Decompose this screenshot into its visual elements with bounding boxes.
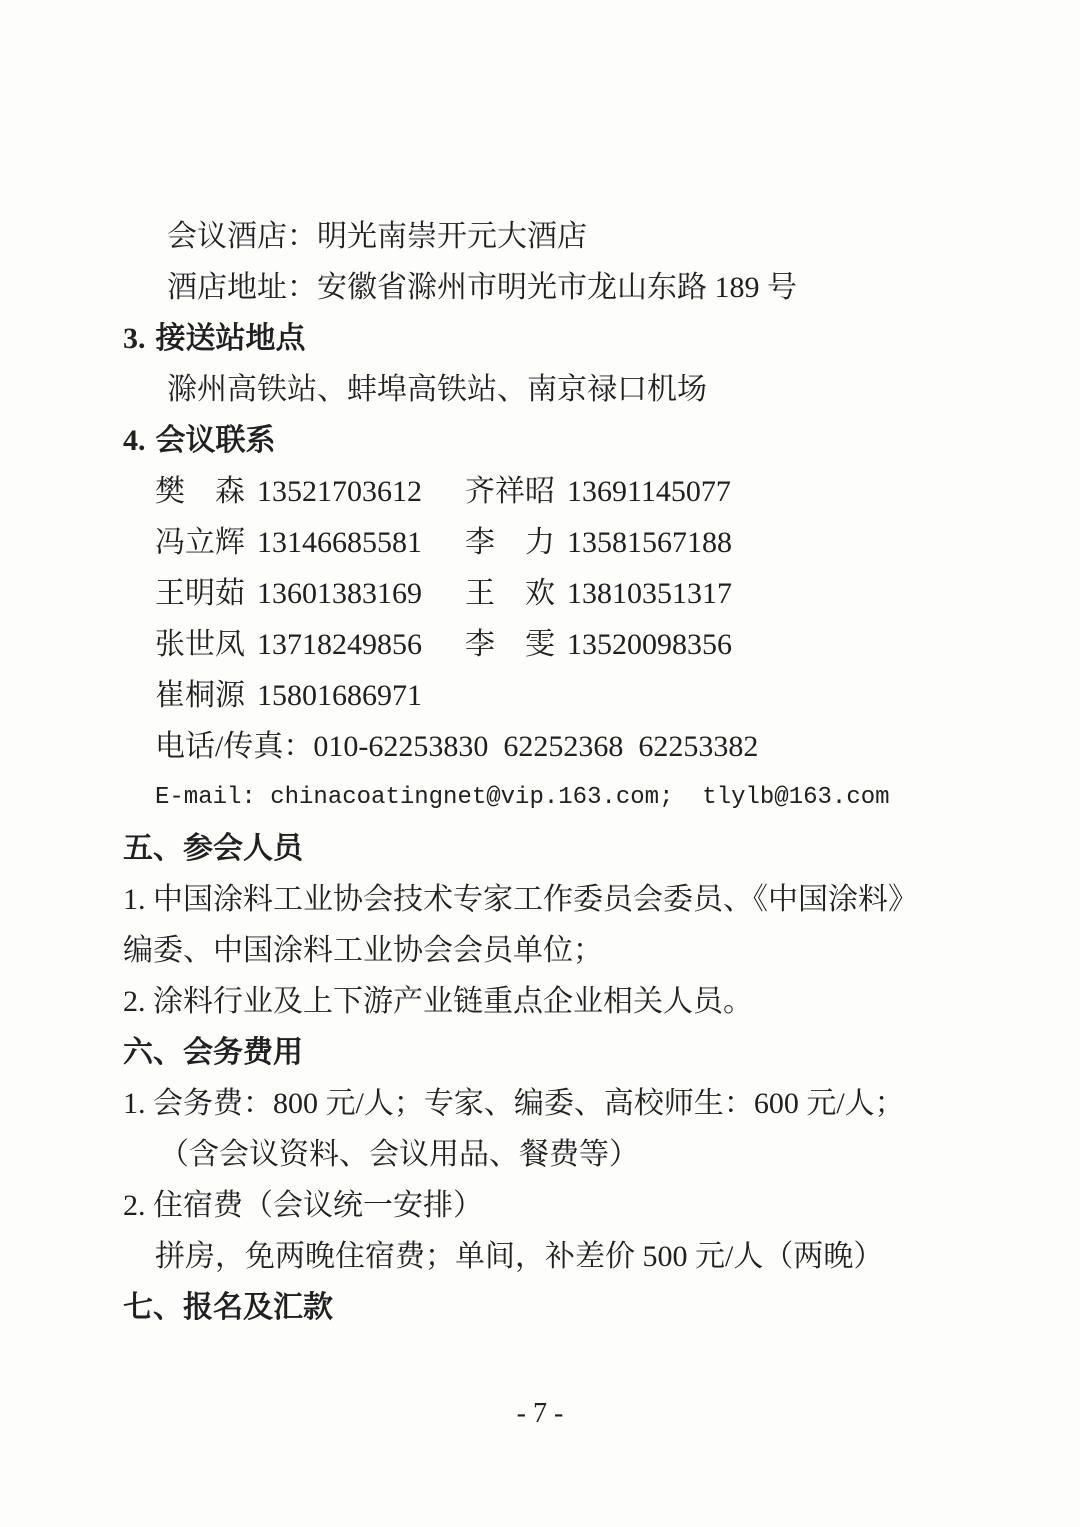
contact-phone: 13601383169 xyxy=(257,577,422,610)
contact-phone: 13810351317 xyxy=(567,577,732,610)
contact-phone: 13581567188 xyxy=(567,526,732,559)
stations-line: 滁州高铁站、蚌埠高铁站、南京禄口机场 xyxy=(167,373,707,406)
address-value: 安徽省滁州市明光市龙山东路 189 号 xyxy=(317,271,797,304)
contact-row xyxy=(123,568,1003,619)
contact-name: 李 雯 xyxy=(465,628,555,661)
contact-name: 王明茹 xyxy=(155,577,245,610)
contact-phone: 13520098356 xyxy=(567,628,732,661)
contact-heading-title: 会议联系 xyxy=(155,424,276,457)
contact-phone: 13718249856 xyxy=(257,628,422,661)
contact-row xyxy=(123,670,1003,721)
contact-name: 张世凤 xyxy=(155,628,245,661)
contact-row xyxy=(123,517,1003,568)
contact-row xyxy=(123,466,1003,517)
email-line: E-mail: chinacoatingnet@vip.163.com; tlylb@163.com xyxy=(155,784,890,811)
contact-phone: 15801686971 xyxy=(257,679,422,712)
contact-name: 齐祥昭 xyxy=(465,475,555,508)
lodging-note-line: 拼房，免两晚住宿费；单间，补差价 500 元/人（两晚） xyxy=(155,1240,884,1273)
fees-heading: 六、会务费用 xyxy=(123,1036,303,1069)
page-number: - 7 - xyxy=(516,1398,564,1429)
contact-heading-number: 4. xyxy=(123,424,146,457)
contact-name: 崔桐源 xyxy=(155,679,245,712)
lodging-item-line: 2. 住宿费（会议统一安排） xyxy=(123,1189,483,1222)
contact-phone: 13146685581 xyxy=(257,526,422,559)
registration-heading: 七、报名及汇款 xyxy=(123,1291,333,1324)
contact-name: 李 力 xyxy=(465,526,555,559)
contact-name: 樊 森 xyxy=(155,475,245,508)
contact-heading xyxy=(123,415,1003,466)
hotel-label: 会议酒店： xyxy=(167,220,317,253)
fee-note-line: （含会议资料、会议用品、餐费等） xyxy=(159,1138,639,1171)
hotel-name: 明光南崇开元大酒店 xyxy=(317,220,587,253)
phone-fax-label: 电话/传真： xyxy=(155,730,314,763)
address-line xyxy=(123,262,1003,313)
pickup-heading-title: 接送站地点 xyxy=(155,322,306,355)
contact-phone: 13691145077 xyxy=(567,475,731,508)
pickup-heading xyxy=(123,313,1003,364)
contact-phone: 13521703612 xyxy=(257,475,422,508)
pickup-heading-number: 3. xyxy=(123,322,146,355)
contact-name: 王 欢 xyxy=(465,577,555,610)
phone-fax-numbers: 010-62253830 62252368 62253382 xyxy=(313,730,759,763)
contact-name: 冯立辉 xyxy=(155,526,245,559)
address-label: 酒店地址： xyxy=(167,271,317,304)
contact-row xyxy=(123,619,1003,670)
attendees-item2: 2. 涂料行业及上下游产业链重点企业相关人员。 xyxy=(123,985,753,1018)
attendees-heading: 五、参会人员 xyxy=(123,832,303,865)
hotel-line xyxy=(123,211,1003,262)
attendees-item1-line2: 编委、中国涂料工业协会会员单位； xyxy=(123,934,603,967)
document-content xyxy=(123,211,1003,1333)
fee-item-line: 1. 会务费：800 元/人；专家、编委、高校师生：600 元/人； xyxy=(123,1087,905,1120)
attendees-item1-line1: 1. 中国涂料工业协会技术专家工作委员会委员、《中国涂料》 xyxy=(123,883,918,916)
phone-fax-line xyxy=(123,721,1003,772)
